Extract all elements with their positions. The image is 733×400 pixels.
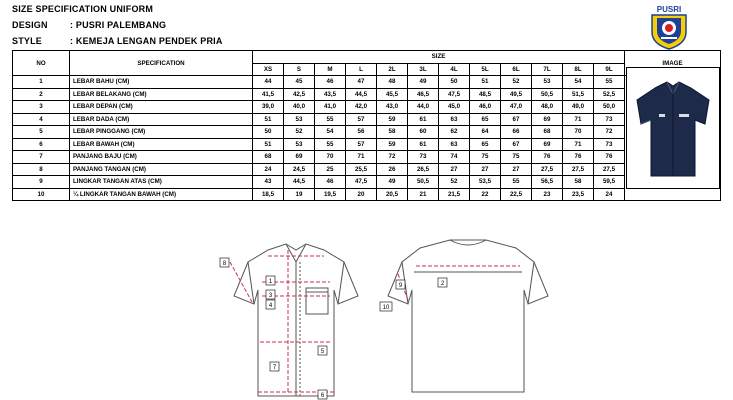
size-value: 53 (532, 76, 563, 89)
size-value: 62 (439, 126, 470, 139)
size-value: 76 (594, 151, 625, 164)
size-value: 27,5 (532, 163, 563, 176)
size-value: 23,5 (563, 188, 594, 201)
size-value: 41,0 (315, 101, 346, 114)
size-value: 59 (377, 138, 408, 151)
size-value: 18,5 (253, 188, 284, 201)
svg-text:1: 1 (268, 279, 273, 285)
size-value: 67 (501, 113, 532, 126)
size-value: 44,5 (346, 88, 377, 101)
size-value: 46,0 (470, 101, 501, 114)
size-value: 26,5 (408, 163, 439, 176)
back-shirt-drawing (388, 240, 548, 392)
size-value: 43,0 (377, 101, 408, 114)
label-8 (220, 258, 229, 267)
size-value: 76 (532, 151, 563, 164)
svg-text:10: 10 (382, 305, 390, 311)
size-value: 58 (563, 176, 594, 189)
size-value: 59,5 (594, 176, 625, 189)
size-col-7l: 7L (532, 63, 563, 76)
spec-header: SPECIFICATION (70, 51, 253, 76)
svg-text:4: 4 (268, 303, 273, 309)
size-value: 19,5 (315, 188, 346, 201)
size-value: 47,5 (439, 88, 470, 101)
size-value: 55 (501, 176, 532, 189)
row-number: 10 (13, 188, 70, 201)
size-value: 43 (253, 176, 284, 189)
svg-text:7: 7 (272, 365, 277, 371)
size-value: 50,0 (594, 101, 625, 114)
svg-text:8: 8 (222, 261, 227, 267)
size-value: 55 (315, 113, 346, 126)
label-6 (318, 390, 327, 399)
size-value: 24 (594, 188, 625, 201)
size-value: 48,5 (470, 88, 501, 101)
size-value: 21 (408, 188, 439, 201)
svg-text:9: 9 (398, 283, 403, 289)
size-value: 44,5 (284, 176, 315, 189)
size-value: 48 (377, 76, 408, 89)
size-value: 57 (346, 113, 377, 126)
row-specification: LEBAR PINGGANG (CM) (70, 126, 253, 139)
size-value: 47 (346, 76, 377, 89)
size-value: 51 (470, 76, 501, 89)
svg-text:3: 3 (268, 293, 273, 299)
size-value: 53 (284, 113, 315, 126)
size-value: 61 (408, 138, 439, 151)
size-value: 53,5 (470, 176, 501, 189)
size-value: 74 (439, 151, 470, 164)
size-value: 52,5 (594, 88, 625, 101)
size-value: 67 (501, 138, 532, 151)
size-value: 42,0 (346, 101, 377, 114)
size-value: 51 (253, 138, 284, 151)
size-value: 53 (284, 138, 315, 151)
row-number: 2 (13, 88, 70, 101)
size-value: 46,5 (408, 88, 439, 101)
row-number: 3 (13, 101, 70, 114)
size-col-s: S (284, 63, 315, 76)
size-value: 54 (315, 126, 346, 139)
size-col-5l: 5L (470, 63, 501, 76)
size-value: 27 (501, 163, 532, 176)
size-value: 27 (439, 163, 470, 176)
design-value: : PUSRI PALEMBANG (70, 20, 167, 30)
size-value: 47,5 (346, 176, 377, 189)
size-value: 50 (439, 76, 470, 89)
row-number: 7 (13, 151, 70, 164)
size-value: 52 (501, 76, 532, 89)
document-title: SIZE SPECIFICATION UNIFORM (12, 4, 154, 14)
size-value: 50,5 (408, 176, 439, 189)
row-specification: LEBAR BAHU (CM) (70, 76, 253, 89)
size-value: 72 (377, 151, 408, 164)
size-value: 55 (315, 138, 346, 151)
size-value: 63 (439, 113, 470, 126)
size-value: 43,5 (315, 88, 346, 101)
size-value: 56,5 (532, 176, 563, 189)
size-value: 47,0 (501, 101, 532, 114)
size-value: 21,5 (439, 188, 470, 201)
size-value: 63 (439, 138, 470, 151)
size-value: 44 (253, 76, 284, 89)
size-col-8l: 8L (563, 63, 594, 76)
logo-text: PUSRI (656, 5, 682, 14)
label-2 (438, 278, 447, 287)
size-value: 66 (501, 126, 532, 139)
size-value: 75 (501, 151, 532, 164)
size-value: 73 (594, 138, 625, 151)
size-value: 71 (563, 138, 594, 151)
size-value: 27,5 (563, 163, 594, 176)
size-value: 65 (470, 138, 501, 151)
row-number: 9 (13, 176, 70, 189)
row-number: 1 (13, 76, 70, 89)
size-value: 55 (594, 76, 625, 89)
size-value: 69 (284, 151, 315, 164)
size-header: SIZE (253, 51, 625, 64)
size-value: 20 (346, 188, 377, 201)
size-value: 39,0 (253, 101, 284, 114)
row-specification: ¼ LINGKAR TANGAN BAWAH (CM) (70, 188, 253, 201)
size-value: 45,5 (377, 88, 408, 101)
size-value: 19 (284, 188, 315, 201)
size-value: 49,5 (501, 88, 532, 101)
size-value: 20,5 (377, 188, 408, 201)
size-value: 68 (532, 126, 563, 139)
size-value: 25 (315, 163, 346, 176)
svg-text:5: 5 (320, 349, 325, 355)
row-specification: LEBAR DEPAN (CM) (70, 101, 253, 114)
size-value: 76 (563, 151, 594, 164)
size-value: 23 (532, 188, 563, 201)
row-specification: LEBAR BELAKANG (CM) (70, 88, 253, 101)
row-specification: LEBAR DADA (CM) (70, 113, 253, 126)
size-value: 64 (470, 126, 501, 139)
size-value: 73 (594, 113, 625, 126)
size-value: 72 (594, 126, 625, 139)
size-value: 46 (315, 176, 346, 189)
size-value: 54 (563, 76, 594, 89)
size-col-4l: 4L (439, 63, 470, 76)
style-value: : KEMEJA LENGAN PENDEK PRIA (70, 36, 223, 46)
no-header: NO (13, 51, 70, 76)
size-value: 24 (253, 163, 284, 176)
label-9 (396, 280, 405, 289)
style-label: STYLE (12, 36, 43, 46)
size-value: 57 (346, 138, 377, 151)
row-specification: PANJANG TANGAN (CM) (70, 163, 253, 176)
row-number: 8 (13, 163, 70, 176)
size-value: 49,0 (563, 101, 594, 114)
size-value: 75 (470, 151, 501, 164)
size-value: 41,5 (253, 88, 284, 101)
size-value: 45 (284, 76, 315, 89)
row-number: 4 (13, 113, 70, 126)
size-value: 71 (346, 151, 377, 164)
size-value: 27,5 (594, 163, 625, 176)
size-value: 22,5 (501, 188, 532, 201)
size-col-6l: 6L (501, 63, 532, 76)
size-value: 48,0 (532, 101, 563, 114)
size-value: 51,5 (563, 88, 594, 101)
size-value: 42,5 (284, 88, 315, 101)
image-header: IMAGE (625, 51, 721, 76)
size-value: 58 (377, 126, 408, 139)
size-value: 50,5 (532, 88, 563, 101)
size-value: 49 (408, 76, 439, 89)
size-value: 61 (408, 113, 439, 126)
size-value: 27 (470, 163, 501, 176)
size-value: 69 (532, 113, 563, 126)
size-col-9l: 9L (594, 63, 625, 76)
row-specification: PANJANG BAJU (CM) (70, 151, 253, 164)
size-value: 60 (408, 126, 439, 139)
size-col-3l: 3L (408, 63, 439, 76)
size-col-l: L (346, 63, 377, 76)
size-col-2l: 2L (377, 63, 408, 76)
size-value: 46 (315, 76, 346, 89)
label-4 (266, 300, 275, 309)
size-value: 51 (253, 113, 284, 126)
size-value: 68 (253, 151, 284, 164)
svg-text:2: 2 (440, 281, 445, 287)
label-7 (270, 362, 279, 371)
size-value: 44,0 (408, 101, 439, 114)
size-value: 22 (470, 188, 501, 201)
size-value: 52 (439, 176, 470, 189)
size-value: 45,0 (439, 101, 470, 114)
size-value: 70 (315, 151, 346, 164)
label-10 (380, 302, 392, 311)
size-value: 69 (532, 138, 563, 151)
size-value: 24,5 (284, 163, 315, 176)
size-col-m: M (315, 63, 346, 76)
row-number: 6 (13, 138, 70, 151)
label-5 (318, 346, 327, 355)
label-1 (266, 276, 275, 285)
svg-text:6: 6 (320, 393, 325, 399)
front-shirt-drawing (234, 244, 358, 396)
size-value: 25,5 (346, 163, 377, 176)
size-value: 26 (377, 163, 408, 176)
row-specification: LINGKAR TANGAN ATAS (CM) (70, 176, 253, 189)
size-value: 71 (563, 113, 594, 126)
size-value: 52 (284, 126, 315, 139)
size-value: 59 (377, 113, 408, 126)
size-value: 50 (253, 126, 284, 139)
label-3 (266, 290, 275, 299)
size-value: 49 (377, 176, 408, 189)
size-value: 56 (346, 126, 377, 139)
design-label: DESIGN (12, 20, 48, 30)
size-value: 65 (470, 113, 501, 126)
row-number: 5 (13, 126, 70, 139)
size-value: 73 (408, 151, 439, 164)
size-col-xs: XS (253, 63, 284, 76)
size-value: 40,0 (284, 101, 315, 114)
size-value: 70 (563, 126, 594, 139)
row-specification: LEBAR BAWAH (CM) (70, 138, 253, 151)
